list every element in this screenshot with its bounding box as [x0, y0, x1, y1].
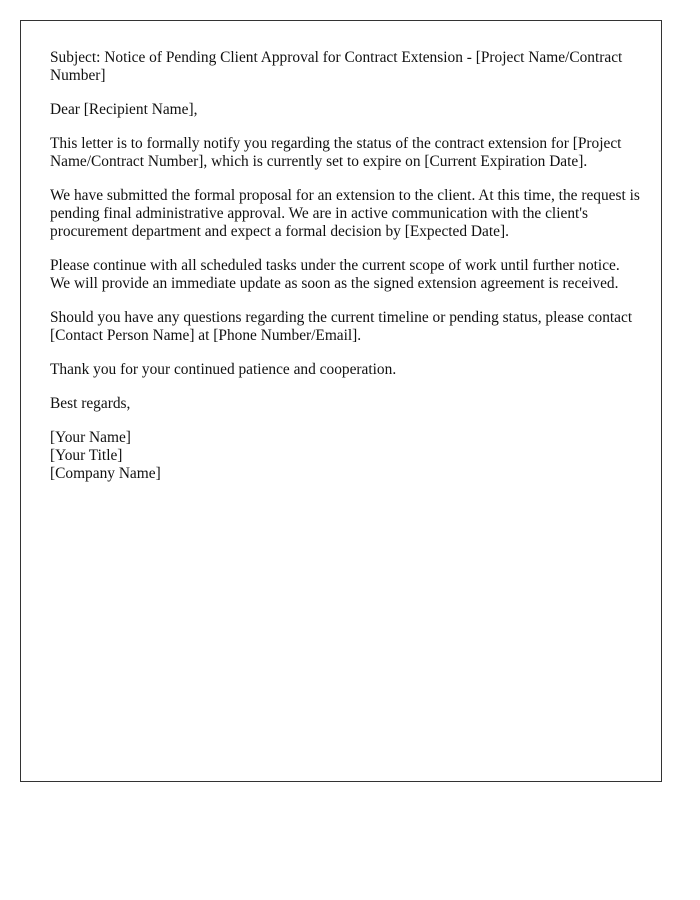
letter-paragraph-proposal: We have submitted the formal proposal for an extension to the client. At this time, the request is pending final administrative approval. We are in active communication with the client's procurement department and expect a formal decision by [Expected Date].: [50, 187, 640, 240]
letter-body: [50, 49, 640, 483]
signature-title: [Your Title]: [50, 447, 123, 464]
signature-company: [Company Name]: [50, 465, 161, 482]
letter-closing: Best regards,: [50, 395, 131, 412]
letter-page: [20, 20, 662, 782]
letter-salutation: Dear [Recipient Name],: [50, 101, 198, 118]
letter-paragraph-thanks: Thank you for your continued patience and cooperation.: [50, 361, 397, 378]
letter-paragraph-instructions: Please continue with all scheduled tasks under the current scope of work until further notice. We will provide an immediate update as soon as the signed extension agreement is received.: [50, 257, 620, 292]
letter-paragraph-contact: Should you have any questions regarding the current timeline or pending status, please contact [Contact Person Name] at [Phone Number/Email].: [50, 309, 633, 344]
letter-paragraph-status: This letter is to formally notify you regarding the status of the contract extension for [Project Name/Contract Number], which is currently set to expire on [Current Expiration Date].: [50, 135, 622, 170]
letter-subject: Subject: Notice of Pending Client Approval for Contract Extension - [Project Name/Contract Number]: [50, 49, 623, 84]
signature-block: [50, 429, 640, 483]
signature-name: [Your Name]: [50, 429, 131, 446]
